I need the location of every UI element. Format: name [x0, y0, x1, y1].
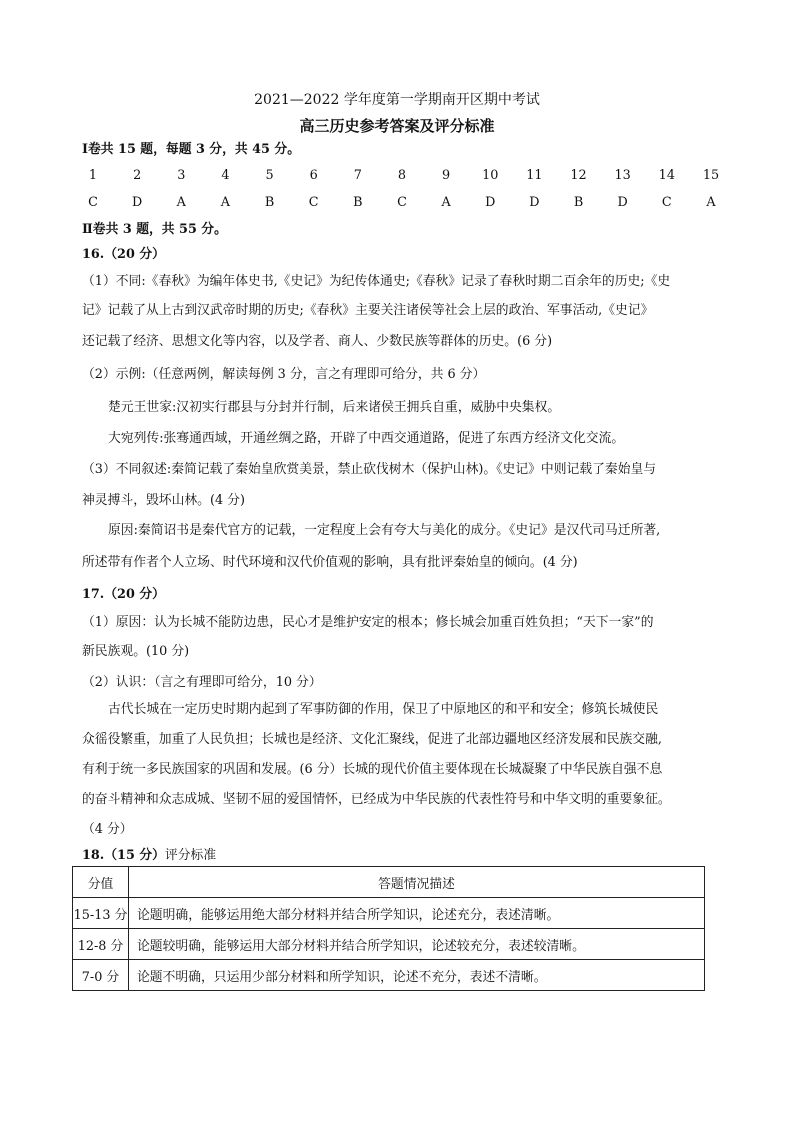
table-cell-score: 7-0 分: [73, 960, 129, 991]
answer-letter: A: [220, 195, 231, 210]
question-number: 2: [133, 168, 142, 183]
exam-subtitle: 高三历史参考答案及评分标准: [299, 117, 495, 135]
q17-part2: （2）认识：（言之有理即可给分，10 分）: [82, 675, 322, 690]
part1-heading: Ⅰ卷共 15 题，每题 3 分，共 45 分。: [82, 142, 301, 157]
question-number: 9: [442, 168, 451, 183]
answer-letter: C: [661, 195, 672, 210]
q16-heading: 16.（20 分）: [82, 247, 165, 262]
answer-letter: D: [132, 195, 143, 210]
q16-reason-line2: 所述带有作者个人立场、时代环境和汉代价值观的影响，具有批评秦始皇的倾向。(4 分): [82, 555, 578, 570]
scoring-table: [72, 866, 705, 991]
q17-part3-line3: 有利于统一多民族国家的巩固和发展。(6 分）长城的现代价值主要体现在长城凝聚了中华民族自强不息: [82, 762, 663, 777]
question-number: 7: [353, 168, 362, 183]
q16-part2: （2）示例:（任意两例，解读每例 3 分，言之有理即可给分，共 6 分）: [82, 367, 486, 382]
table-row: [73, 898, 705, 929]
table-row: [73, 929, 705, 960]
q16-reason-line1: 原因:秦简诏书是秦代官方的记载，一定程度上会有夸大与美化的成分。《史记》是汉代司马迁所著,: [108, 523, 661, 538]
answer-letter: B: [264, 195, 275, 210]
table-header-description: 答题情况描述: [129, 867, 705, 898]
table-header-score: 分值: [73, 867, 129, 898]
q16-part3-line2: 神灵搏斗，毁坏山林。(4 分): [82, 493, 245, 508]
q16-example2: 大宛列传:张骞通西域，开通丝绸之路，开辟了中西交通道路，促进了东西方经济文化交流。: [108, 431, 625, 446]
q16-part1-line1: （1）不同:《春秋》为编年体史书,《史记》为纪传体通史;《春秋》记录了春秋时期二百余年的历史;《史: [82, 274, 671, 289]
q16-part3-line1: （3）不同叙述:秦简记载了秦始皇欣赏美景，禁止砍伐树木（保护山林)。《史记》中则记载了秦始皇与: [82, 462, 657, 477]
q17-part1-line1: （1）原因：认为长城不能防边患，民心才是维护安定的根本；修长城会加重百姓负担；“天下一家”的: [82, 615, 654, 630]
q17-heading: 17.（20 分）: [82, 587, 165, 602]
answer-letter: B: [353, 195, 363, 210]
q17-part3-line2: 众徭役繁重，加重了人民负担；长城也是经济、文化汇聚线，促进了北部边疆地区经济发展和民族交融,: [82, 732, 662, 747]
table-row: [73, 960, 705, 991]
q18-heading-label: 评分标准: [164, 848, 217, 863]
table-cell-description: 论题较明确，能够运用大部分材料并结合所学知识，论述较充分，表述较清晰。: [129, 929, 705, 960]
answer-letter: A: [176, 195, 186, 210]
question-number: 11: [526, 168, 543, 183]
table-cell-score: 15-13 分: [73, 898, 129, 929]
table-cell-description: 论题不明确，只运用少部分材料和所学知识，论述不充分，表述不清晰。: [129, 960, 705, 991]
q16-part1-line2: 记》记载了从上古到汉武帝时期的历史;《春秋》主要关注诸侯等社会上层的政治、军事活动,《史记》: [82, 303, 654, 318]
question-number: 12: [570, 168, 587, 183]
question-number: 4: [221, 168, 230, 183]
answer-letter-row: [82, 195, 722, 210]
question-number: 6: [309, 168, 318, 183]
question-number: 5: [265, 168, 274, 183]
q17-part3-line5: （4 分）: [82, 822, 133, 837]
question-number: 1: [88, 168, 98, 183]
q18-heading-number: 18.（15 分）: [82, 848, 165, 863]
q17-part1-line2: 新民族观。(10 分): [82, 644, 190, 659]
q16-part1-line3: 还记载了经济、思想文化等内容，以及学者、商人、少数民族等群体的历史。(6 分): [82, 334, 553, 349]
q18-heading: [82, 847, 722, 865]
question-number: 3: [177, 168, 186, 183]
part2-heading: Ⅱ卷共 3 题，共 55 分。: [82, 222, 227, 237]
exam-title: 2021—2022 学年度第一学期南开区期中考试: [254, 92, 540, 108]
answer-letter: D: [617, 195, 628, 210]
q16-example1: 楚元王世家:汉初实行郡县与分封并行制，后来诸侯王拥兵自重，威胁中央集权。: [108, 400, 561, 415]
q17-part3-line1: 古代长城在一定历史时期内起到了军事防御的作用，保卫了中原地区的和平和安全；修筑长城使民: [108, 702, 659, 717]
question-number: 10: [482, 168, 499, 183]
q17-part3-line4: 的奋斗精神和众志成城、坚韧不屈的爱国情怀，已经成为中华民族的代表性符号和中华文明的重要象征。: [82, 792, 671, 807]
question-number-row: [82, 168, 722, 183]
question-number: 13: [614, 168, 631, 183]
answer-letter: C: [397, 195, 407, 210]
answer-letter: C: [308, 195, 319, 210]
answer-letter: D: [529, 195, 540, 210]
answer-letter: D: [485, 195, 496, 210]
answer-letter: C: [88, 195, 98, 210]
answer-letter: A: [441, 195, 451, 210]
question-number: 14: [658, 168, 675, 183]
table-cell-score: 12-8 分: [73, 929, 129, 960]
answer-letter: A: [706, 195, 716, 210]
table-header-row: [73, 867, 705, 898]
question-number: 8: [397, 168, 407, 183]
question-number: 15: [702, 168, 720, 183]
table-cell-description: 论题明确，能够运用绝大部分材料并结合所学知识，论述充分，表述清晰。: [129, 898, 705, 929]
answer-letter: B: [573, 195, 584, 210]
